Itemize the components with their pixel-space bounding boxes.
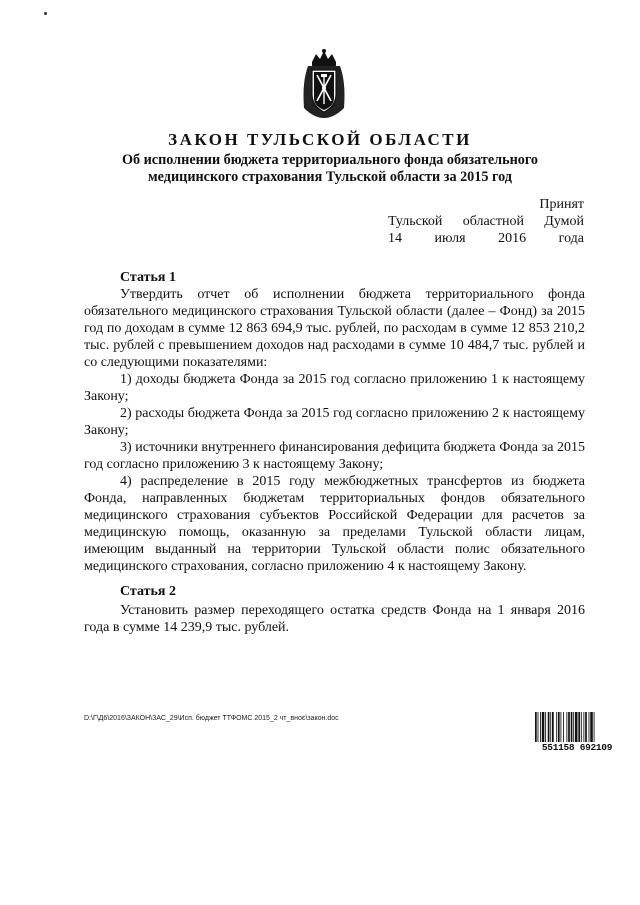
article2-body (84, 602, 585, 636)
adoption-word: Тульской (388, 214, 443, 229)
adoption-word: областной (462, 214, 524, 229)
adoption-word: 2016 (498, 231, 527, 246)
article1-paragraph: 3) источники внутреннего финансирования дефицита бюджета Фонда за 2015 год согласно приложению 3 к настоящему Закону; (84, 440, 585, 472)
adoption-word: июля (434, 231, 466, 246)
adoption-word: 14 (388, 231, 402, 246)
article2-paragraph: Установить размер переходящего остатка средств Фонда на 1 января 2016 года в сумме 14 239,9 тыс. рублей. (84, 603, 585, 635)
adoption-line: Принят (539, 197, 584, 212)
article1-paragraph: 1) доходы бюджета Фонда за 2015 год согласно приложению 1 к настоящему Закону; (84, 372, 585, 404)
article1-paragraph: Утвердить отчет об исполнении бюджета территориального фонда обязательного медицинского страхования Тульской области (далее – Фонд) за 2015 год по доходам в сумме 12 863 694,9 тыс. рублей, по расходам в сумме 12 853 210,2 тыс. рублей с превышением доходов над расходами в сумме 10 484,7 тыс. рублей и со следующими показателями: (84, 287, 585, 370)
article1-paragraph: 2) расходы бюджета Фонда за 2015 год согласно приложению 2 к настоящему Закону; (84, 406, 585, 438)
subtitle-line: медицинского страхования Тульской области за 2015 год (148, 169, 512, 185)
law-title: ЗАКОН ТУЛЬСКОЙ ОБЛАСТИ (168, 130, 472, 149)
article1-paragraph: 4) распределение в 2015 году межбюджетных трансфертов из бюджета Фонда, направленных бюджетам территориальных фондов обязательного медицинского страхования субъектов Российской Федерации для расчетов за медицинскую помощь, оказанную за пределами Тульской области лицам, имеющим выданный на территории Тульской области полис обязательного медицинского страхования, согласно приложению 4 к настоящему Закону. (84, 474, 585, 574)
law-subtitle (100, 152, 560, 186)
adoption-date (388, 230, 584, 247)
adoption-line (388, 213, 584, 230)
coat-of-arms-icon (298, 48, 350, 120)
barcode-icon (534, 712, 620, 742)
file-path: D:\Г\Д6\2016\ЗАКОН\ЗАС_29\Исп. бюджет ТТФОМС 2015_2 чт_вноє\закон.doc (84, 715, 339, 722)
adoption-word: года (558, 231, 584, 246)
article1-heading: Статья 1 (120, 270, 176, 285)
article2-heading: Статья 2 (120, 584, 176, 599)
adoption-block (388, 196, 584, 247)
adoption-word: Думой (544, 214, 584, 229)
subtitle-line: Об исполнении бюджета территориального фонда обязательного (121, 152, 539, 168)
barcode-number: 551158 692109 (541, 742, 613, 753)
article1-body (84, 286, 585, 575)
scan-speck (44, 12, 47, 15)
